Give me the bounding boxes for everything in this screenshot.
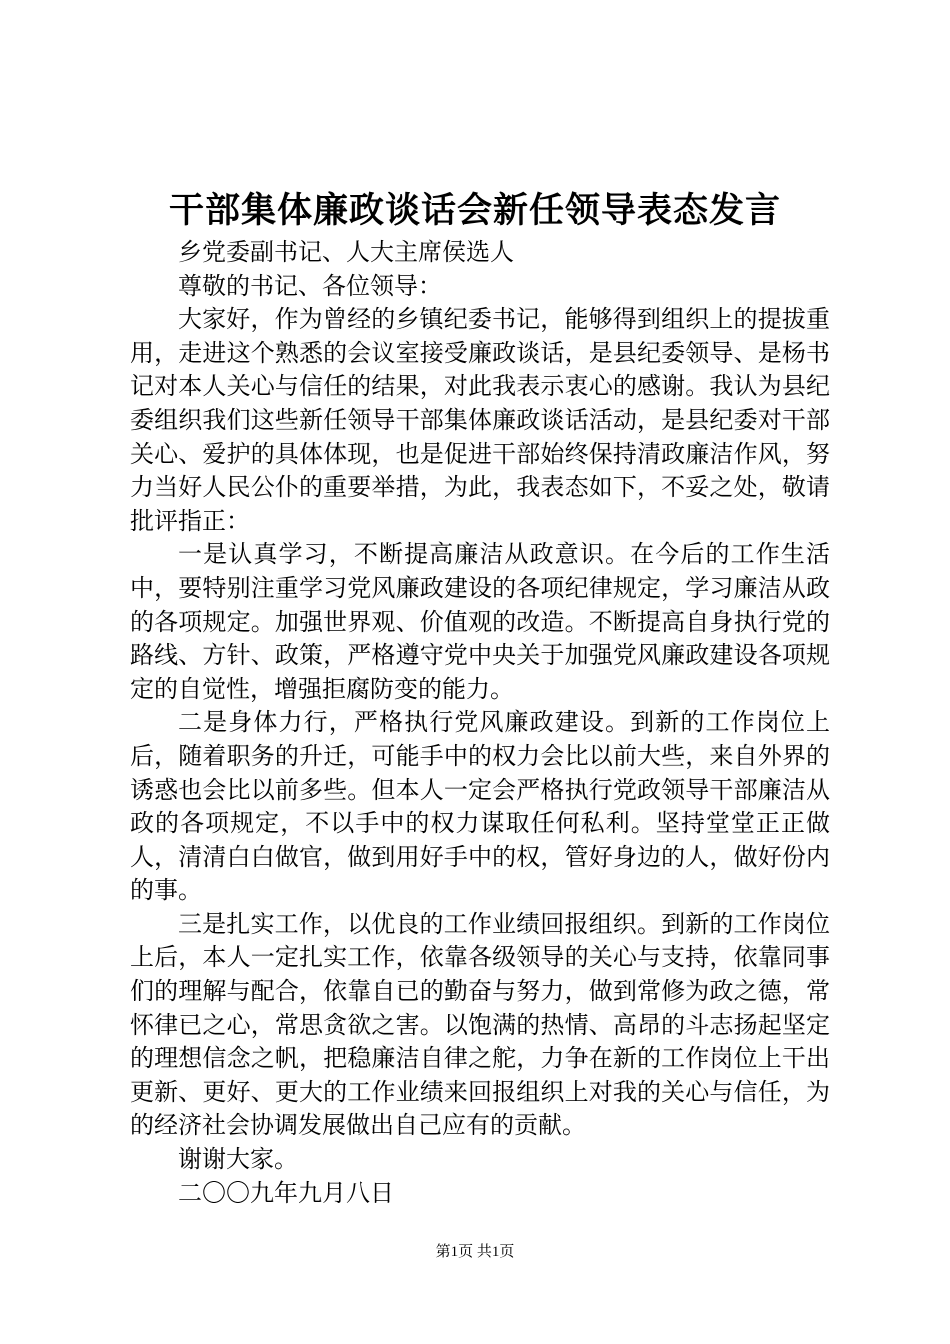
document-body [130,236,830,1210]
document-title: 干部集体廉政谈话会新任领导表态发言 [168,190,781,231]
paragraph-point-one: 一是认真学习，不断提高廉洁从政意识。在今后的工作生活中，要特别注重学习党风廉政建设的各项纪律规定，学习廉洁从政的各项规定。加强世界观、价值观的改造。不断提高自身执行党的路线、方针、政策，严格遵守党中央关于加强党风廉政建设各项规定的自觉性，增强拒腐防变的能力。 [130,540,830,703]
paragraph-thanks: 谢谢大家。 [178,1145,298,1174]
page-footer: 第1页 共1页 [435,1244,515,1260]
paragraph-opening: 大家好，作为曾经的乡镇纪委书记，能够得到组织上的提拔重用，走进这个熟悉的会议室接受廉政谈话，是县纪委领导、是杨书记对本人关心与信任的结果，对此我表示衷心的感谢。我认为县纪委组织我们这些新任领导干部集体廉政谈话活动，是县纪委对干部关心、爱护的具体体现，也是促进干部始终保持清政廉洁作风，努力当好人民公仆的重要举措，为此，我表态如下，不妥之处，敬请批评指正： [130,305,830,535]
paragraph-candidate: 乡党委副书记、人大主席侯选人 [178,238,514,266]
paragraph-point-three: 三是扎实工作，以优良的工作业绩回报组织。到新的工作岗位上后，本人一定扎实工作，依靠各级领导的关心与支持，依靠同事们的理解与配合，依靠自已的勤奋与努力，做到常修为政之德，常怀律已之心，常思贪欲之害。以饱满的热情、高昂的斗志扬起坚定的理想信念之帆，把稳廉洁自律之舵，力争在新的工作岗位上干出更新、更好、更大的工作业绩来回报组织上对我的关心与信任，为的经济社会协调发展做出自己应有的贡献。 [130,909,830,1140]
paragraph-point-two: 二是身体力行，严格执行党风廉政建设。到新的工作岗位上后，随着职务的升迁，可能手中的权力会比以前大些，来自外界的诱惑也会比以前多些。但本人一定会严格执行党政领导干部廉洁从政的各项规定，不以手中的权力谋取任何私利。坚持堂堂正正做人，清清白白做官，做到用好手中的权，管好身边的人，做好份内的事。 [130,708,830,905]
paragraph-salutation: 尊敬的书记、各位领导： [178,271,442,300]
paragraph-date: 二〇〇九年九月八日 [178,1178,394,1207]
